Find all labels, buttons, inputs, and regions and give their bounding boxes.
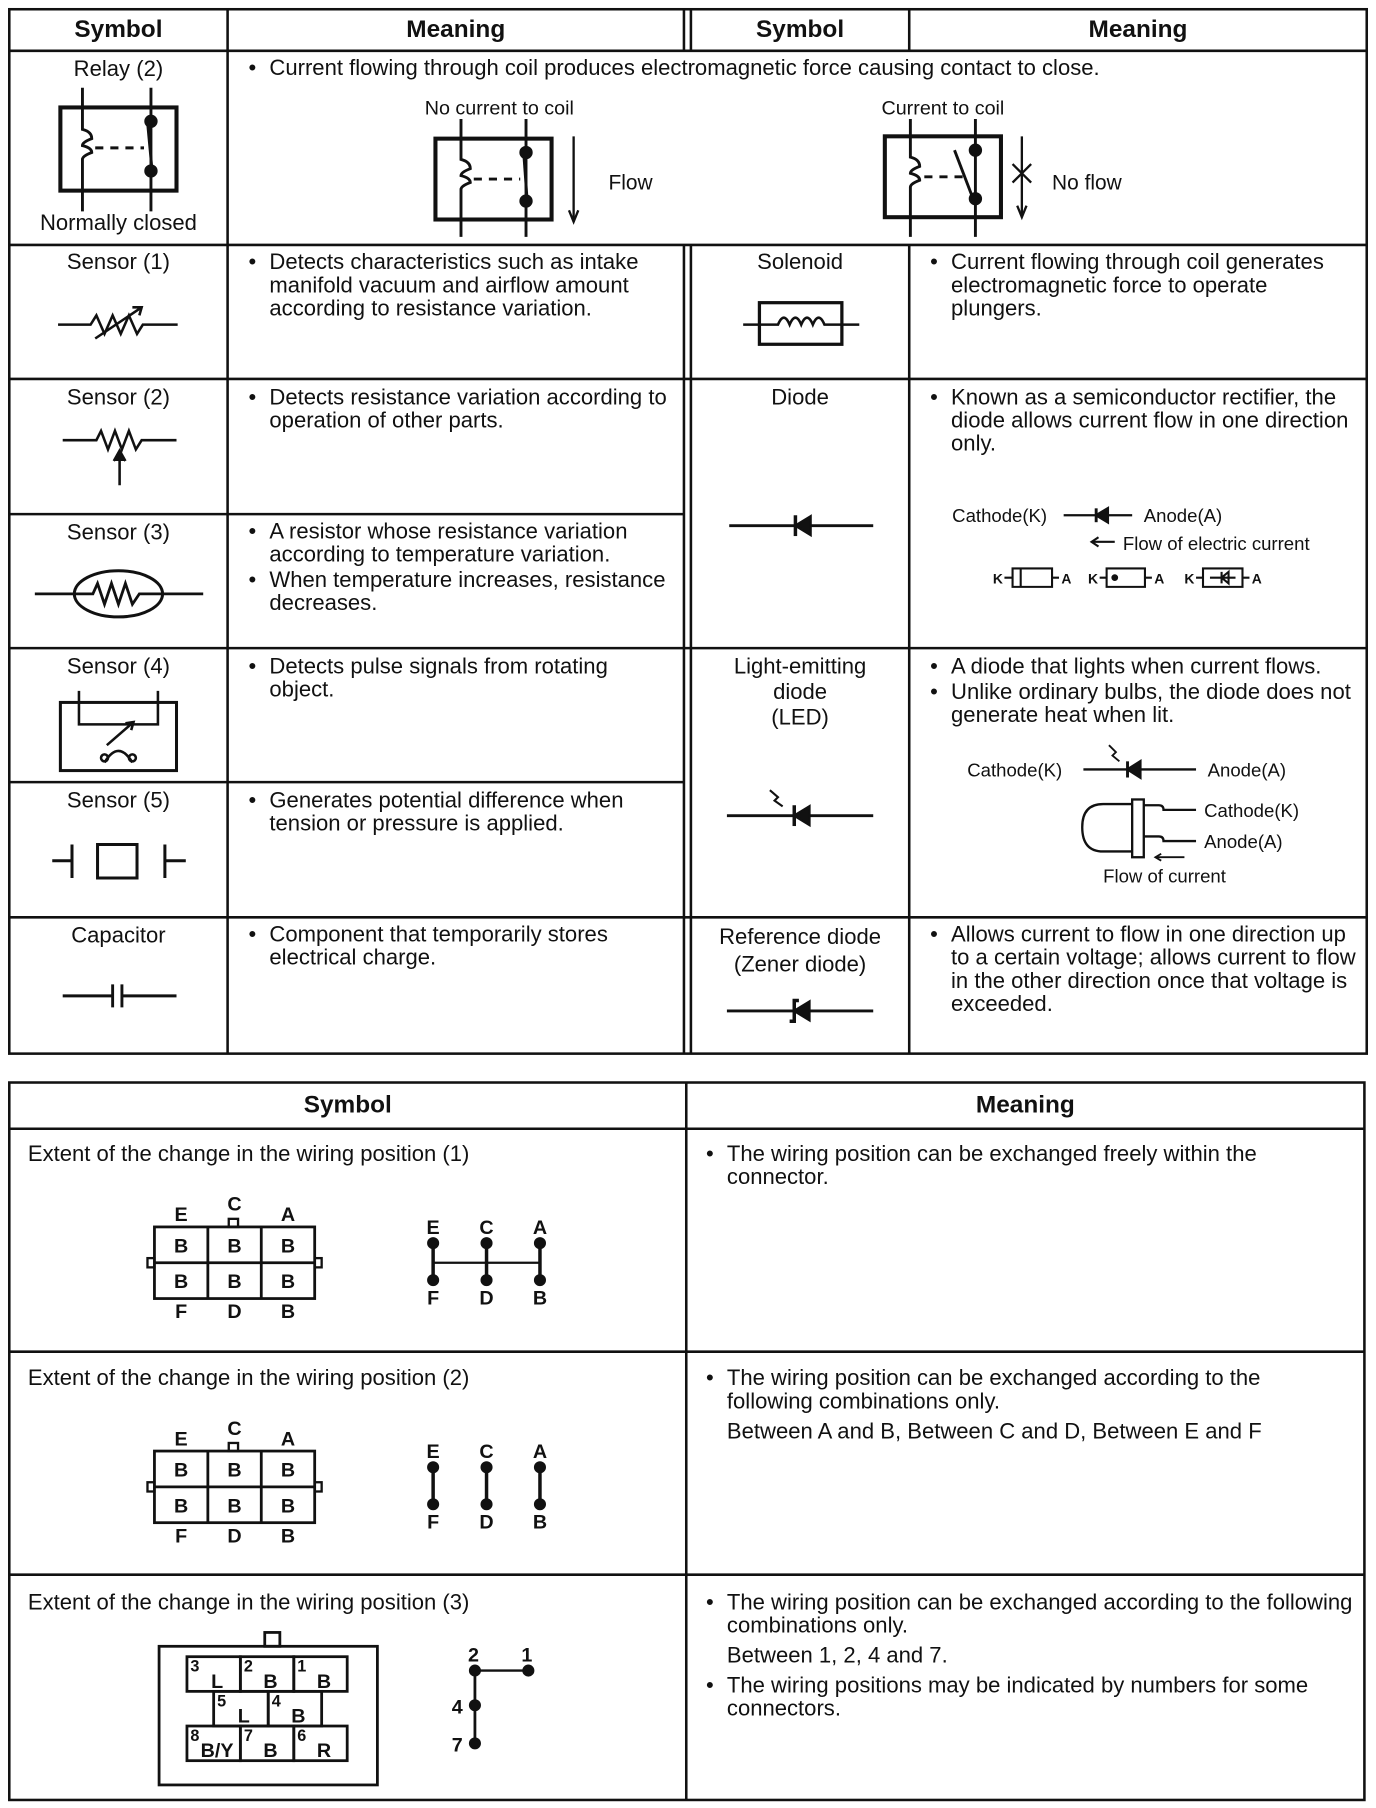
connector-diagram-2 bbox=[147, 1418, 547, 1547]
connector-latch bbox=[147, 1258, 154, 1267]
wiring-row-2-title: Extent of the change in the wiring position (2) bbox=[27, 1366, 470, 1391]
cell-label: B bbox=[174, 1459, 189, 1482]
pin-label: 2 bbox=[467, 1644, 479, 1667]
cell-number: 4 bbox=[271, 1692, 281, 1711]
pin-dot bbox=[482, 1238, 491, 1247]
connector-latch bbox=[147, 1482, 154, 1491]
zener-name: Reference diode (Zener diode) bbox=[719, 925, 882, 978]
sensor5-name: Sensor (5) bbox=[66, 789, 170, 814]
svg-text:A: A bbox=[1154, 570, 1165, 587]
terminal-label: A bbox=[280, 1428, 296, 1451]
no-current-label: No current to coil bbox=[424, 97, 574, 119]
cathode-label: Cathode(K) bbox=[952, 505, 1048, 527]
sensor5-meaning: • Generates potential difference when tension or pressure is applied. bbox=[246, 790, 676, 839]
pin-label: D bbox=[479, 1287, 494, 1310]
pin-label: 1 bbox=[521, 1644, 533, 1667]
led-anode-label: Anode(A) bbox=[1207, 759, 1287, 781]
pin-dot bbox=[428, 1238, 437, 1247]
sensor3-name: Sensor (3) bbox=[66, 521, 170, 546]
cell-label: B bbox=[174, 1235, 189, 1258]
cell-label: B bbox=[280, 1235, 296, 1258]
svg-text:K: K bbox=[1088, 570, 1099, 587]
led-cathode-label: Cathode(K) bbox=[967, 759, 1063, 781]
bottom-header-meaning: Meaning bbox=[975, 1091, 1075, 1119]
terminal-label: B bbox=[280, 1301, 296, 1324]
cell-label: B bbox=[280, 1271, 296, 1294]
pin-label: F bbox=[427, 1511, 440, 1534]
cell-number: 6 bbox=[297, 1727, 307, 1746]
pin-label: A bbox=[532, 1441, 548, 1463]
wiring-row-1-title: Extent of the change in the wiring position (1) bbox=[27, 1142, 470, 1167]
no-flow-label: No flow bbox=[1052, 170, 1122, 195]
pin-label: E bbox=[426, 1441, 440, 1463]
solenoid-meaning: • Current flowing through coil generates electromagnetic force to operate plungers. bbox=[928, 252, 1360, 324]
flow-of-current-label: Flow of electric current bbox=[1122, 532, 1310, 554]
connector-diagram-1 bbox=[147, 1194, 547, 1323]
cell-label: B bbox=[280, 1459, 296, 1482]
pin-label: F bbox=[427, 1287, 440, 1310]
terminal-label: D bbox=[227, 1525, 242, 1548]
sensor2-meaning: • Detects resistance variation according to operation of other parts. bbox=[246, 387, 676, 436]
cell-label: B bbox=[227, 1235, 242, 1258]
cell-number: 2 bbox=[243, 1657, 253, 1676]
wiring-row-3-meaning: • The wiring position can be exchanged according to the following combinations only. Between 1, 2, 4 and 7. • The wiring positions may be indicated by numbers for some connectors. bbox=[704, 1592, 1354, 1724]
connector-diagram-3 bbox=[159, 1632, 377, 1784]
pin-combination-diagram-3 bbox=[452, 1644, 533, 1756]
terminal-label: E bbox=[174, 1204, 188, 1227]
svg-text:Cathode(K): Cathode(K) bbox=[1204, 799, 1300, 821]
cell-label: B bbox=[280, 1495, 296, 1518]
sensor1-meaning: • Detects characteristics such as intake manifold vacuum and airflow amount according to resistance variation. bbox=[246, 252, 676, 324]
pin-label: B bbox=[532, 1511, 548, 1534]
pin-dot bbox=[482, 1275, 491, 1284]
terminal-label: E bbox=[174, 1428, 188, 1451]
header-meaning: Meaning bbox=[406, 16, 506, 43]
connector-latch bbox=[315, 1258, 322, 1267]
terminal-label: C bbox=[227, 1417, 242, 1440]
pin-label: B bbox=[532, 1287, 548, 1310]
pin-dot bbox=[535, 1238, 544, 1247]
terminal-label: C bbox=[227, 1193, 242, 1216]
header-symbol: Symbol bbox=[74, 16, 163, 43]
cell-number: 3 bbox=[190, 1657, 200, 1676]
header-meaning: Meaning bbox=[1088, 16, 1188, 43]
sensor4-name: Sensor (4) bbox=[66, 655, 170, 680]
cell-color: R bbox=[316, 1740, 332, 1763]
pin-label: E bbox=[426, 1216, 440, 1239]
connector-latch bbox=[315, 1482, 322, 1491]
cell-label: B bbox=[174, 1271, 189, 1294]
cell-number: 7 bbox=[243, 1727, 253, 1746]
pin-dot bbox=[535, 1500, 544, 1509]
terminal-label: A bbox=[280, 1204, 296, 1227]
pin-label: C bbox=[479, 1441, 494, 1463]
pin-label: 4 bbox=[451, 1696, 463, 1719]
svg-text:A: A bbox=[1061, 570, 1072, 587]
wiring-row-1-meaning: • The wiring position can be exchanged freely within the connector. bbox=[704, 1144, 1331, 1193]
cell-label: B bbox=[227, 1459, 242, 1482]
cell-color: B/Y bbox=[200, 1740, 234, 1763]
diode-name: Diode bbox=[771, 385, 829, 411]
svg-text:K: K bbox=[1184, 570, 1195, 587]
svg-text:Anode(A): Anode(A) bbox=[1204, 831, 1283, 852]
pin-dot bbox=[482, 1500, 491, 1509]
relay-caption: Normally closed bbox=[39, 211, 197, 236]
relay-meaning: • Current flowing through coil produces electromagnetic force causing contact to close. bbox=[246, 58, 1361, 83]
cell-number: 1 bbox=[297, 1657, 307, 1676]
wiring-row-2-meaning: • The wiring position can be exchanged according to the following combinations only. Between A and B, Between C and D, Between E and F bbox=[704, 1368, 1331, 1451]
cell-color: B bbox=[263, 1740, 278, 1763]
cell-label: B bbox=[227, 1495, 242, 1518]
cell-color: L bbox=[237, 1705, 250, 1728]
bottom-header-symbol: Symbol bbox=[303, 1091, 392, 1119]
led-flow-label: Flow of current bbox=[1103, 865, 1226, 887]
capacitor-meaning: • Component that temporarily stores electrical charge. bbox=[246, 924, 676, 973]
led-name: Light-emitting diode (LED) bbox=[733, 655, 867, 731]
flow-label: Flow bbox=[608, 170, 653, 195]
pin-label: A bbox=[532, 1216, 548, 1239]
cell-label: B bbox=[227, 1271, 242, 1294]
cell-color: B bbox=[263, 1670, 278, 1693]
diode-meaning: • Known as a semiconductor rectifier, the diode allows current flow in one direction only. bbox=[928, 387, 1360, 459]
sensor1-name: Sensor (1) bbox=[66, 250, 170, 275]
cell-color: L bbox=[211, 1670, 224, 1693]
terminal-label: F bbox=[175, 1301, 188, 1324]
sensor3-meaning: • A resistor whose resistance variation according to temperature variation. • When temperature increases, resistance decreases. bbox=[246, 521, 676, 618]
terminal-label: F bbox=[175, 1525, 188, 1548]
solenoid-name: Solenoid bbox=[757, 250, 843, 275]
svg-text:K: K bbox=[992, 570, 1003, 587]
relay-name: Relay (2) bbox=[73, 57, 164, 83]
pin-dot bbox=[482, 1463, 491, 1472]
anode-label: Anode(A) bbox=[1143, 505, 1223, 527]
sensor2-name: Sensor (2) bbox=[66, 385, 170, 411]
pin-label: C bbox=[479, 1216, 494, 1239]
pin-dot bbox=[535, 1463, 544, 1472]
zener-meaning: • Allows current to flow in one direction up to a certain voltage; allows current to flow in the other direction once that voltage is exceeded. bbox=[928, 924, 1360, 1019]
pin-dot bbox=[428, 1275, 437, 1284]
cell-number: 8 bbox=[190, 1727, 200, 1746]
cell-number: 5 bbox=[217, 1692, 227, 1711]
current-label: Current to coil bbox=[881, 97, 1005, 119]
pin-label: D bbox=[479, 1511, 494, 1534]
terminal-label: D bbox=[227, 1301, 242, 1324]
svg-text:A: A bbox=[1251, 570, 1262, 587]
header-symbol: Symbol bbox=[756, 16, 845, 43]
sensor4-meaning: • Detects pulse signals from rotating object. bbox=[246, 656, 676, 705]
cell-label: B bbox=[174, 1495, 189, 1518]
pin-dot bbox=[535, 1275, 544, 1284]
cell-color: B bbox=[316, 1670, 332, 1693]
led-meaning: • A diode that lights when current flows. • Unlike ordinary bulbs, the diode does not generate heat when lit. bbox=[928, 656, 1360, 730]
capacitor-name: Capacitor bbox=[71, 924, 166, 949]
pin-label: 7 bbox=[451, 1734, 463, 1757]
wiring-row-3-title: Extent of the change in the wiring position (3) bbox=[27, 1590, 470, 1616]
pin-dot bbox=[428, 1463, 437, 1472]
terminal-label: B bbox=[280, 1525, 296, 1548]
cell-color: B bbox=[291, 1705, 306, 1728]
pin-dot bbox=[428, 1500, 437, 1509]
